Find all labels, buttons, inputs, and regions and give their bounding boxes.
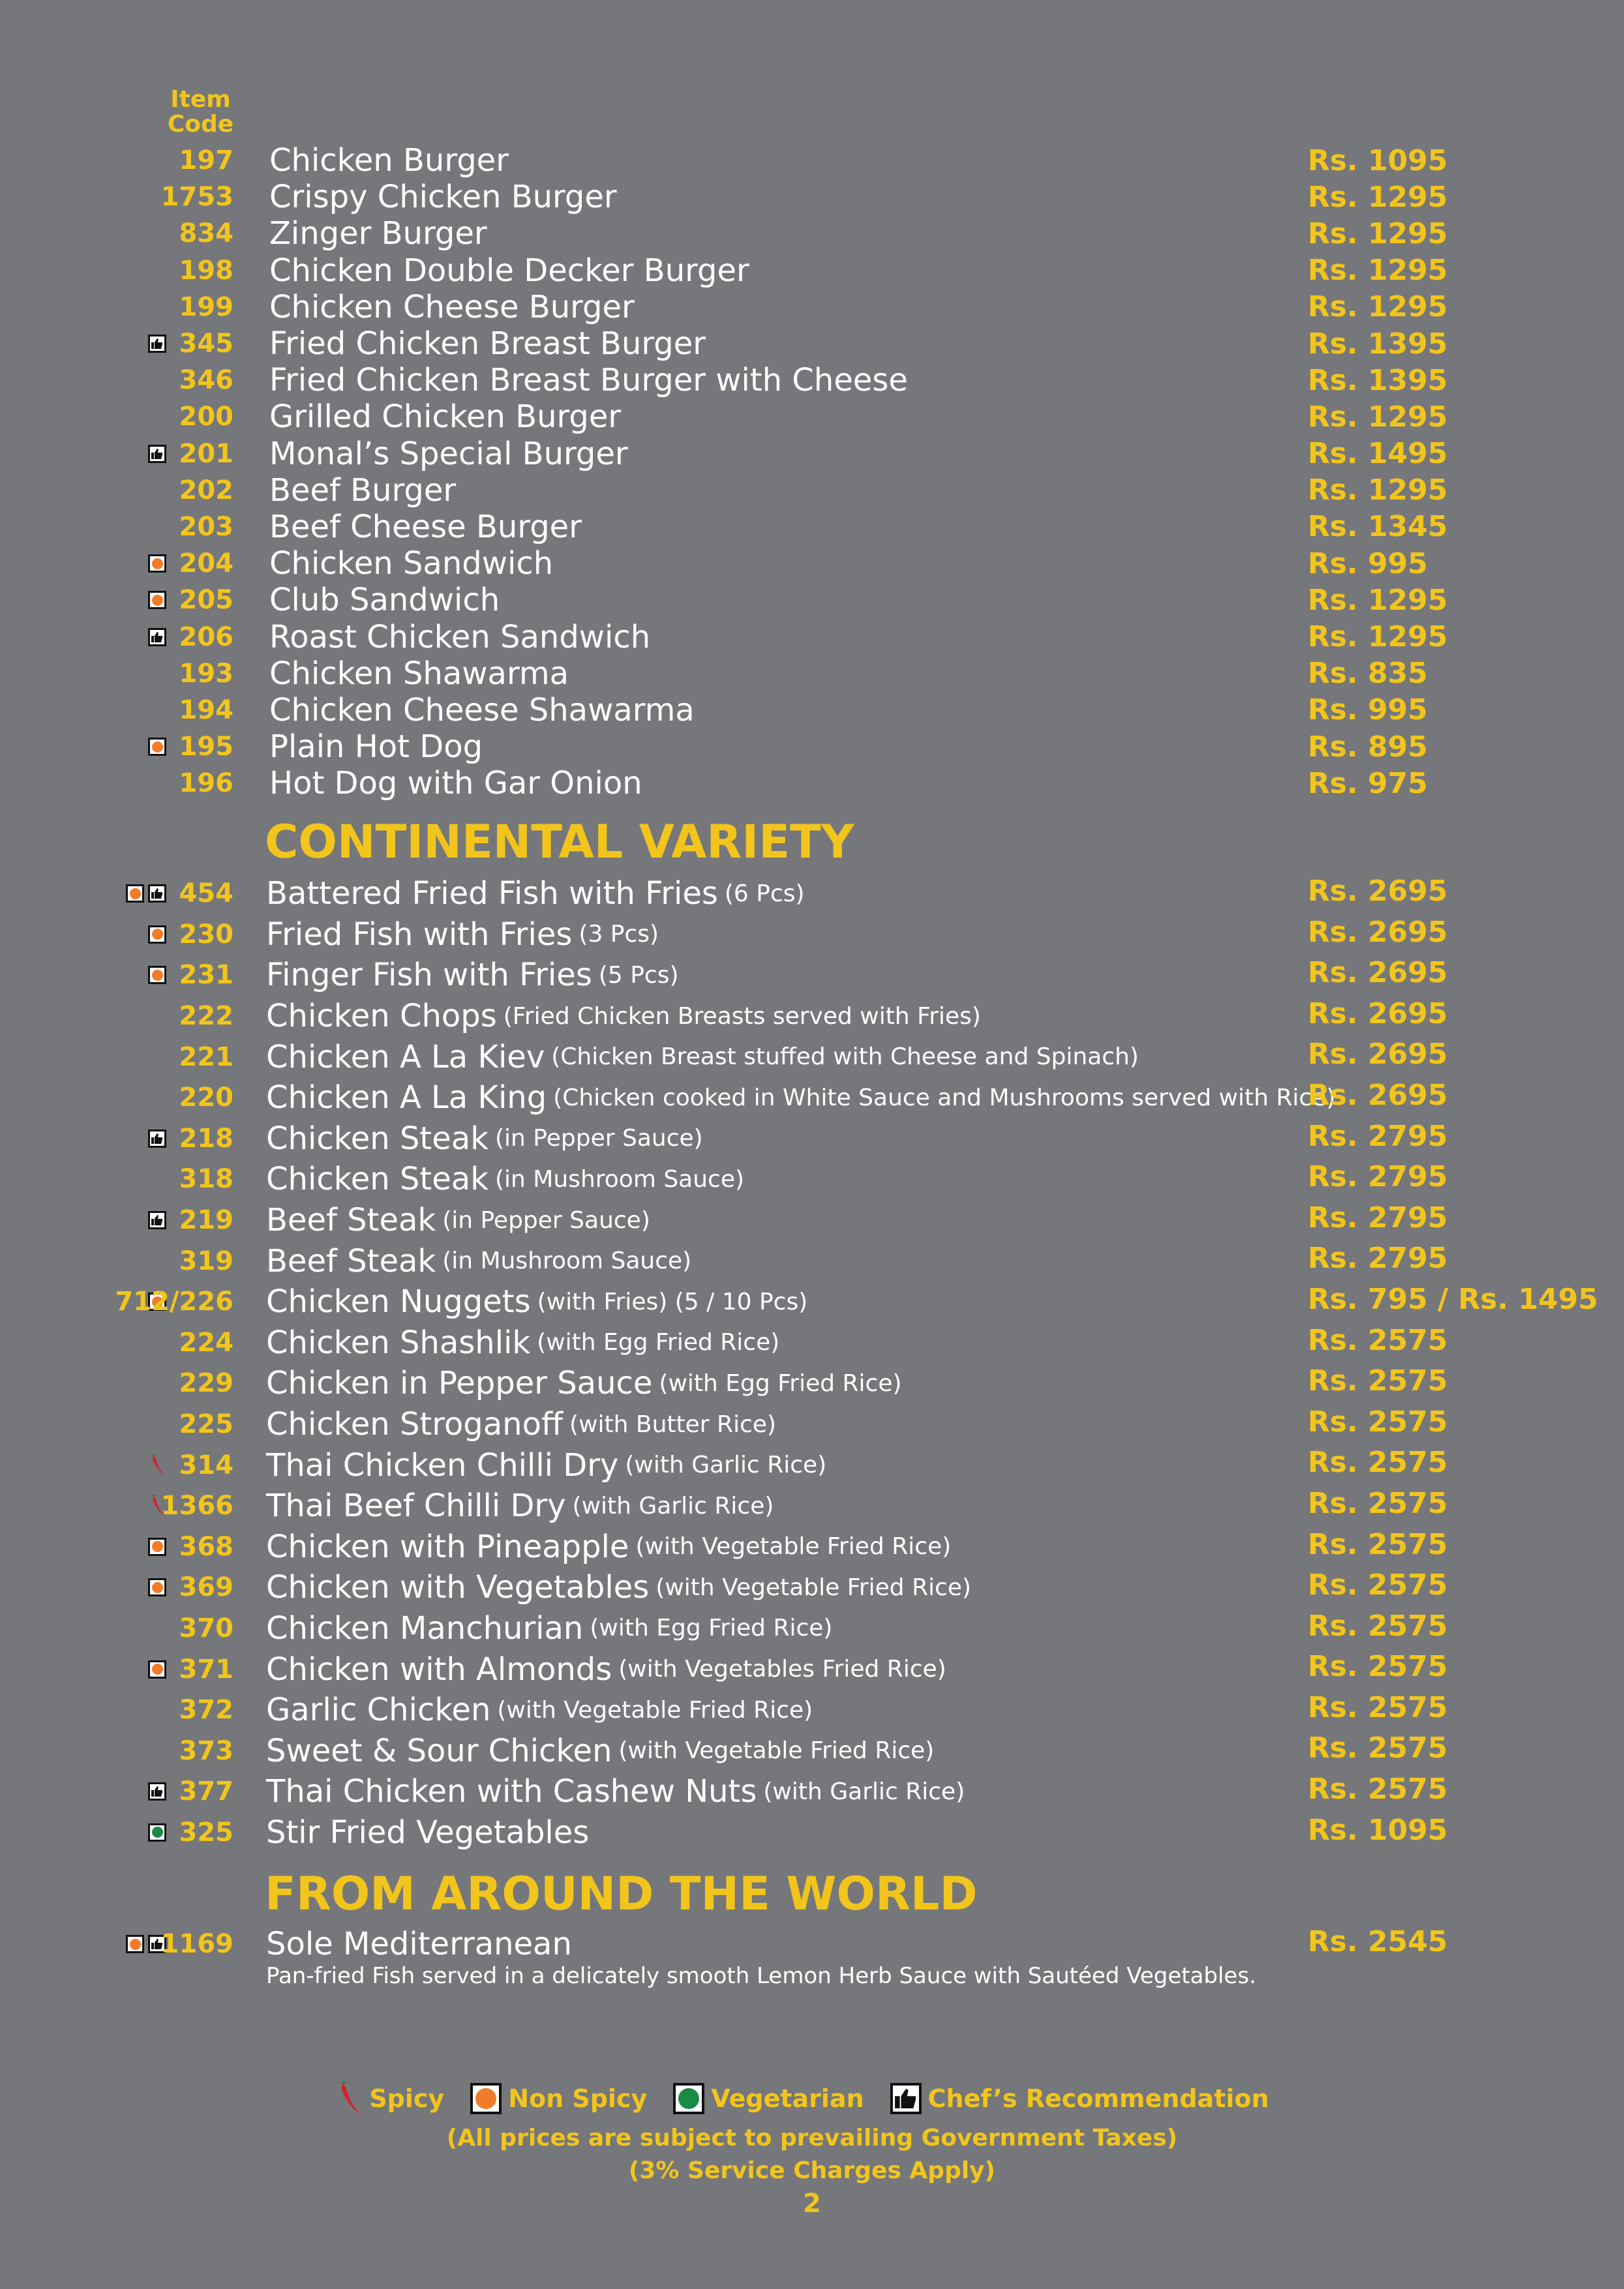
item-name: Beef Burger: [269, 471, 457, 509]
item-icons: [148, 1527, 166, 1568]
item-code: 1169: [160, 1929, 233, 1960]
item-price: Rs. 895: [1308, 730, 1428, 764]
item-name-cell: [269, 252, 749, 289]
item-name: Hot Dog with Gar Onion: [269, 765, 642, 802]
item-price: Rs. 975: [1308, 766, 1428, 800]
item-note: (Chicken cooked in White Sauce and Mushrooms served with Rice): [553, 1084, 1336, 1111]
item-price: Rs. 2575: [1308, 1527, 1448, 1561]
item-code: 221: [179, 1041, 233, 1072]
item-code: 1366: [160, 1491, 233, 1521]
menu-item-row: [0, 1036, 1624, 1077]
item-price: Rs. 2575: [1308, 1446, 1448, 1480]
item-name-cell: [266, 914, 659, 955]
item-code: 202: [179, 475, 233, 505]
item-name-cell: [266, 1924, 572, 1965]
menu-item-row: [0, 215, 1624, 252]
item-code: 454: [179, 878, 233, 909]
non-spicy-icon: [148, 1578, 166, 1596]
item-price: Rs. 2795: [1308, 1201, 1448, 1234]
menu-item-row: [0, 1608, 1624, 1649]
item-name: Monal’s Special Burger: [269, 435, 628, 472]
item-code: 373: [179, 1735, 233, 1766]
item-name: Chicken Steak: [266, 1161, 489, 1198]
item-note: (in Mushroom Sauce): [442, 1248, 692, 1275]
menu-item-row: [0, 1077, 1624, 1118]
menu-item-row: [0, 398, 1624, 435]
item-name: Grilled Chicken Burger: [269, 398, 622, 436]
item-name: Chicken A La Kiev: [266, 1038, 545, 1075]
item-icons: [149, 1444, 166, 1486]
item-name-cell: [266, 1730, 934, 1771]
item-name: Chicken Stroganoff: [266, 1406, 564, 1443]
item-price: Rs. 2795: [1308, 1119, 1448, 1153]
menu-item-row: [0, 1730, 1624, 1771]
item-name-cell: [269, 215, 487, 252]
item-name: Thai Chicken with Cashew Nuts: [266, 1773, 757, 1810]
item-note: (with Vegetables Fried Rice): [618, 1656, 946, 1683]
item-code: 205: [179, 585, 233, 616]
item-note: (in Pepper Sauce): [495, 1125, 703, 1152]
item-price: Rs. 1345: [1308, 510, 1448, 544]
item-name-cell: [266, 1486, 774, 1527]
section-title-world: FROM AROUND THE WORLD: [265, 1867, 978, 1921]
item-name: Thai Chicken Chilli Dry: [266, 1446, 619, 1484]
item-name: Chicken Chops: [266, 998, 497, 1035]
menu-item-row: [0, 545, 1624, 582]
item-note: (with Butter Rice): [569, 1411, 777, 1438]
item-name-cell: [266, 1036, 1139, 1077]
menu-item-row: [0, 655, 1624, 692]
tax-note: (All prices are subject to prevailing Government Taxes): [446, 2125, 1178, 2151]
menu-item-row: [0, 765, 1624, 801]
item-name-cell: [266, 1771, 965, 1812]
item-name: Chicken Manchurian: [266, 1609, 584, 1647]
item-name-cell: [266, 1118, 703, 1159]
item-code: 218: [179, 1123, 233, 1154]
item-code: 204: [179, 548, 233, 579]
item-icons: [148, 955, 166, 996]
item-name-cell: [266, 1323, 779, 1364]
menu-item-row: [0, 692, 1624, 728]
thumbs-up-icon: [148, 1211, 166, 1229]
item-name: Finger Fish with Fries: [266, 957, 592, 994]
thumbs-up-icon: [148, 884, 166, 903]
chili-icon: [337, 2082, 363, 2116]
menu-item-row: [0, 996, 1624, 1037]
item-name-cell: [266, 1527, 951, 1568]
item-price: Rs. 2695: [1308, 875, 1448, 908]
item-name-cell: [266, 1444, 826, 1486]
item-name-cell: [269, 142, 509, 179]
item-price: Rs. 1395: [1308, 327, 1448, 361]
menu-item-row: [0, 1404, 1624, 1445]
item-name: Plain Hot Dog: [269, 728, 483, 766]
menu-item-row: [0, 873, 1624, 914]
item-code: 229: [179, 1368, 233, 1399]
item-name-cell: [269, 509, 582, 545]
menu-item-row: [0, 472, 1624, 509]
item-icons: [126, 873, 166, 914]
item-name-cell: [269, 325, 706, 362]
item-name-cell: [269, 618, 650, 655]
item-code: 195: [179, 732, 233, 762]
item-price: Rs. 1295: [1308, 400, 1448, 434]
item-note: (with Garlic Rice): [763, 1778, 965, 1805]
item-name-cell: [266, 1077, 1336, 1118]
item-name-cell: [269, 655, 569, 692]
item-name: Chicken Cheese Shawarma: [269, 691, 695, 728]
item-code: 230: [179, 919, 233, 950]
non-spicy-icon: [148, 1538, 166, 1556]
item-name-cell: [266, 1649, 946, 1690]
item-code: 319: [179, 1246, 233, 1276]
item-name: Garlic Chicken: [266, 1692, 491, 1729]
item-price: Rs. 2695: [1308, 915, 1448, 949]
item-note: (with Vegetable Fried Rice): [618, 1737, 935, 1765]
item-name-cell: [266, 955, 679, 996]
menu-item-row: [0, 179, 1624, 215]
item-name: Chicken Burger: [269, 142, 509, 179]
menu-item-row: [0, 914, 1624, 955]
item-note: (5 Pcs): [598, 961, 679, 989]
item-code: 712/226: [115, 1287, 233, 1317]
item-code: 369: [179, 1572, 233, 1603]
item-icons: [148, 1649, 166, 1690]
item-code: 225: [179, 1409, 233, 1440]
thumbs-up-icon: [148, 628, 166, 646]
thumbs-up-icon: [148, 1130, 166, 1148]
item-code: 834: [179, 218, 233, 249]
item-name: Chicken Cheese Burger: [269, 288, 635, 325]
item-icons: [148, 325, 166, 362]
item-name: Club Sandwich: [269, 582, 500, 619]
item-note: (with Vegetable Fried Rice): [655, 1574, 972, 1601]
continental-list: [0, 873, 1624, 1853]
item-name: Chicken Shawarma: [269, 655, 569, 692]
menu-item-row: [0, 1240, 1624, 1281]
menu-item-row: [0, 618, 1624, 655]
item-note: (with Egg Fried Rice): [590, 1615, 833, 1642]
item-price: Rs. 2575: [1308, 1568, 1448, 1602]
non-spicy-icon: [148, 925, 166, 944]
item-name-cell: [269, 728, 483, 765]
item-price: Rs. 1295: [1308, 254, 1448, 288]
item-name: Crispy Chicken Burger: [269, 179, 617, 216]
menu-item-row: [0, 1771, 1624, 1812]
menu-item-row: [0, 1812, 1624, 1853]
item-name-cell: [269, 436, 628, 472]
item-price: Rs. 2795: [1308, 1242, 1448, 1276]
item-code-header: [157, 87, 245, 137]
item-note: (with Garlic Rice): [625, 1452, 827, 1479]
item-name-cell: [266, 1240, 691, 1281]
item-price: Rs. 2575: [1308, 1405, 1448, 1439]
thumbs-up-icon: [890, 2083, 922, 2114]
item-name: Chicken Steak: [266, 1120, 489, 1157]
item-code: 325: [179, 1817, 233, 1848]
item-name-cell: [266, 873, 805, 914]
item-code: 198: [179, 255, 233, 286]
non-spicy-icon: [148, 1660, 166, 1679]
item-code: 346: [179, 365, 233, 396]
item-name: Stir Fried Vegetables: [266, 1814, 590, 1851]
item-name: Fried Chicken Breast Burger with Cheese: [269, 362, 908, 399]
item-icons: [148, 1567, 166, 1608]
legend-spicy: [337, 2082, 444, 2116]
item-name: Beef Steak: [266, 1242, 436, 1279]
item-price: Rs. 2575: [1308, 1486, 1448, 1520]
thumbs-up-icon: [148, 335, 166, 353]
item-code: 318: [179, 1164, 233, 1195]
menu-item-row: [0, 1444, 1624, 1486]
menu-item-row: [0, 1649, 1624, 1690]
item-code: 224: [179, 1327, 233, 1358]
item-name-cell: [269, 289, 635, 325]
legend-chef-label: Chef’s Recommendation: [927, 2084, 1269, 2113]
item-name: Zinger Burger: [269, 215, 487, 252]
item-price: Rs. 1095: [1308, 1813, 1448, 1847]
item-name: Chicken with Vegetables: [266, 1569, 650, 1606]
item-name-cell: [266, 1690, 813, 1731]
item-icons: [148, 728, 166, 765]
item-price: Rs. 2695: [1308, 1038, 1448, 1071]
item-name-cell: [269, 765, 642, 801]
item-price: Rs. 1395: [1308, 363, 1448, 397]
item-name-cell: [269, 582, 500, 618]
item-note: (with Garlic Rice): [572, 1492, 774, 1519]
menu-item-row: [0, 1567, 1624, 1608]
menu-item-row: [0, 436, 1624, 472]
item-note: (Chicken Breast stuffed with Cheese and Spinach): [551, 1043, 1139, 1071]
item-name-cell: [266, 1363, 902, 1404]
menu-item-row: [0, 1690, 1624, 1731]
item-code: 196: [179, 768, 233, 799]
item-price: Rs. 2545: [1308, 1925, 1448, 1958]
legend-veg-label: Vegetarian: [711, 2084, 864, 2113]
menu-item-row: [0, 142, 1624, 179]
item-name: Beef Cheese Burger: [269, 508, 582, 545]
item-name: Sweet & Sour Chicken: [266, 1732, 612, 1769]
item-code: 222: [179, 1001, 233, 1032]
item-price: Rs. 995: [1308, 546, 1428, 580]
item-icons: [148, 545, 166, 582]
item-price: Rs. 2575: [1308, 1773, 1448, 1806]
item-price: Rs. 2575: [1308, 1323, 1448, 1357]
item-icons: [148, 436, 166, 472]
menu-item-row: [0, 1363, 1624, 1404]
item-code: 345: [179, 329, 233, 359]
menu-item-row: [0, 1924, 1624, 1965]
item-icons: [148, 618, 166, 655]
item-code: 193: [179, 658, 233, 689]
menu-item-row: [0, 362, 1624, 398]
item-note: (in Mushroom Sauce): [495, 1165, 745, 1193]
thumbs-up-icon: [148, 445, 166, 463]
item-price: Rs. 2795: [1308, 1160, 1448, 1194]
item-name: Thai Beef Chilli Dry: [266, 1488, 566, 1525]
menu-item-row: [0, 1118, 1624, 1159]
non-spicy-icon: [148, 554, 166, 573]
item-price: Rs. 2575: [1308, 1364, 1448, 1398]
section-title-continental: CONTINENTAL VARIETY: [265, 815, 854, 869]
service-charge-note: (3% Service Charges Apply): [628, 2157, 996, 2184]
item-name: Roast Chicken Sandwich: [269, 618, 651, 655]
item-name-cell: [266, 1567, 971, 1608]
item-icons: [148, 914, 166, 955]
item-name-cell: [266, 1281, 807, 1323]
menu-item-row: [0, 955, 1624, 996]
thumbs-up-icon: [148, 1782, 166, 1801]
item-code: 219: [179, 1205, 233, 1236]
menu-item-row: [0, 582, 1624, 618]
menu-item-row: [0, 1159, 1624, 1200]
item-code-header-line2: Code: [167, 111, 234, 138]
item-name: Battered Fried Fish with Fries: [266, 875, 718, 912]
item-price: Rs. 1095: [1308, 143, 1448, 177]
item-code: 194: [179, 695, 233, 725]
chili-icon: [149, 1454, 166, 1476]
item-code: 206: [179, 621, 233, 652]
item-code: 201: [179, 438, 233, 469]
item-note: (3 Pcs): [579, 921, 659, 948]
item-price: Rs. 2575: [1308, 1690, 1448, 1724]
item-note: (Fried Chicken Breasts served with Fries): [503, 1002, 981, 1030]
item-note: (with Fries) (5 / 10 Pcs): [537, 1288, 808, 1315]
item-price: Rs. 1295: [1308, 290, 1448, 324]
vegetarian-icon: [148, 1823, 166, 1842]
vegetarian-icon: [673, 2083, 704, 2114]
item-code: 314: [179, 1450, 233, 1480]
item-note: (6 Pcs): [724, 880, 805, 907]
menu-item-row: [0, 325, 1624, 362]
item-icons: [148, 582, 166, 618]
item-name-cell: [269, 179, 617, 215]
item-code-header-line1: Item: [170, 86, 231, 113]
item-icons: [148, 1771, 166, 1812]
item-name: Chicken A La King: [266, 1079, 547, 1116]
item-price: Rs. 1295: [1308, 217, 1448, 250]
item-description: Pan-fried Fish served in a delicately smooth Lemon Herb Sauce with Sautéed Vegetables.: [266, 1963, 1256, 1989]
non-spicy-icon: [148, 966, 166, 984]
item-code: 1753: [160, 182, 233, 213]
item-icons: [148, 1812, 166, 1853]
item-price: Rs. 2575: [1308, 1650, 1448, 1684]
item-code: 199: [179, 292, 233, 322]
legend-spicy-label: Spicy: [369, 2084, 445, 2113]
item-icons: [148, 1118, 166, 1159]
non-spicy-icon: [126, 884, 144, 903]
item-code: 220: [179, 1083, 233, 1113]
item-code: 200: [179, 402, 233, 432]
item-name: Fried Fish with Fries: [266, 916, 573, 953]
item-name-cell: [269, 545, 553, 582]
item-code: 231: [179, 960, 233, 991]
item-name: Chicken with Almonds: [266, 1651, 612, 1688]
legend-chef: [890, 2083, 1269, 2114]
menu-item-row: [0, 1486, 1624, 1527]
item-price: Rs. 1495: [1308, 437, 1448, 471]
item-name-cell: [266, 996, 981, 1037]
burger-list: [0, 142, 1624, 801]
item-price: Rs. 2695: [1308, 996, 1448, 1030]
item-price: Rs. 995: [1308, 693, 1428, 727]
item-name: Fried Chicken Breast Burger: [269, 325, 706, 363]
item-name-cell: [266, 1200, 650, 1241]
world-list: [0, 1924, 1624, 1965]
item-price: Rs. 795 / Rs. 1495: [1308, 1282, 1599, 1316]
item-name: Chicken Shashlik: [266, 1324, 531, 1361]
item-name-cell: [266, 1812, 589, 1853]
non-spicy-icon: [126, 1935, 144, 1953]
item-code: 203: [179, 511, 233, 542]
non-spicy-icon: [148, 738, 166, 756]
item-code: 197: [179, 145, 233, 176]
legend: [0, 2082, 1624, 2116]
legend-nonspicy: [470, 2083, 647, 2114]
legend-veg: [673, 2083, 864, 2114]
item-name: Chicken Sandwich: [269, 545, 554, 582]
menu-item-row: [0, 1527, 1624, 1568]
item-price: Rs. 1295: [1308, 583, 1448, 617]
item-name: Chicken Nuggets: [266, 1283, 531, 1321]
menu-item-row: [0, 509, 1624, 545]
menu-item-row: [0, 289, 1624, 325]
menu-item-row: [0, 1281, 1624, 1323]
legend-nonspicy-label: Non Spicy: [508, 2084, 648, 2113]
item-name: Chicken in Pepper Sauce: [266, 1365, 653, 1402]
menu-item-row: [0, 1200, 1624, 1241]
item-price: Rs. 2695: [1308, 956, 1448, 990]
item-code: 370: [179, 1613, 233, 1643]
item-code: 371: [179, 1654, 233, 1684]
menu-item-row: [0, 1323, 1624, 1364]
item-name-cell: [269, 472, 456, 509]
non-spicy-icon: [148, 591, 166, 609]
item-name-cell: [266, 1404, 776, 1445]
item-note: (with Vegetable Fried Rice): [635, 1533, 952, 1561]
item-name-cell: [266, 1159, 744, 1200]
item-name: Beef Steak: [266, 1202, 436, 1239]
item-note: (with Egg Fried Rice): [537, 1329, 780, 1356]
item-name-cell: [269, 692, 695, 728]
item-price: Rs. 2575: [1308, 1609, 1448, 1643]
item-name: Sole Mediterranean: [266, 1926, 572, 1963]
item-note: (with Vegetable Fried Rice): [497, 1696, 813, 1724]
item-price: Rs. 2695: [1308, 1078, 1448, 1112]
item-price: Rs. 1295: [1308, 473, 1448, 507]
item-price: Rs. 1295: [1308, 620, 1448, 654]
item-price: Rs. 1295: [1308, 180, 1448, 214]
menu-item-row: [0, 252, 1624, 289]
item-name: Chicken Double Decker Burger: [269, 252, 749, 289]
item-price: Rs. 835: [1308, 657, 1428, 691]
item-code: 372: [179, 1695, 233, 1726]
item-icons: [148, 1200, 166, 1241]
page-number: 2: [803, 2189, 821, 2219]
item-price: Rs. 2575: [1308, 1731, 1448, 1765]
menu-item-row: [0, 728, 1624, 765]
item-code: 368: [179, 1531, 233, 1562]
item-note: (with Egg Fried Rice): [659, 1369, 902, 1397]
item-name: Chicken with Pineapple: [266, 1528, 629, 1565]
item-name-cell: [269, 398, 621, 435]
item-name-cell: [269, 362, 908, 398]
item-code: 377: [179, 1776, 233, 1807]
item-name-cell: [266, 1608, 832, 1649]
non-spicy-icon: [470, 2083, 502, 2114]
item-note: (in Pepper Sauce): [442, 1206, 650, 1234]
